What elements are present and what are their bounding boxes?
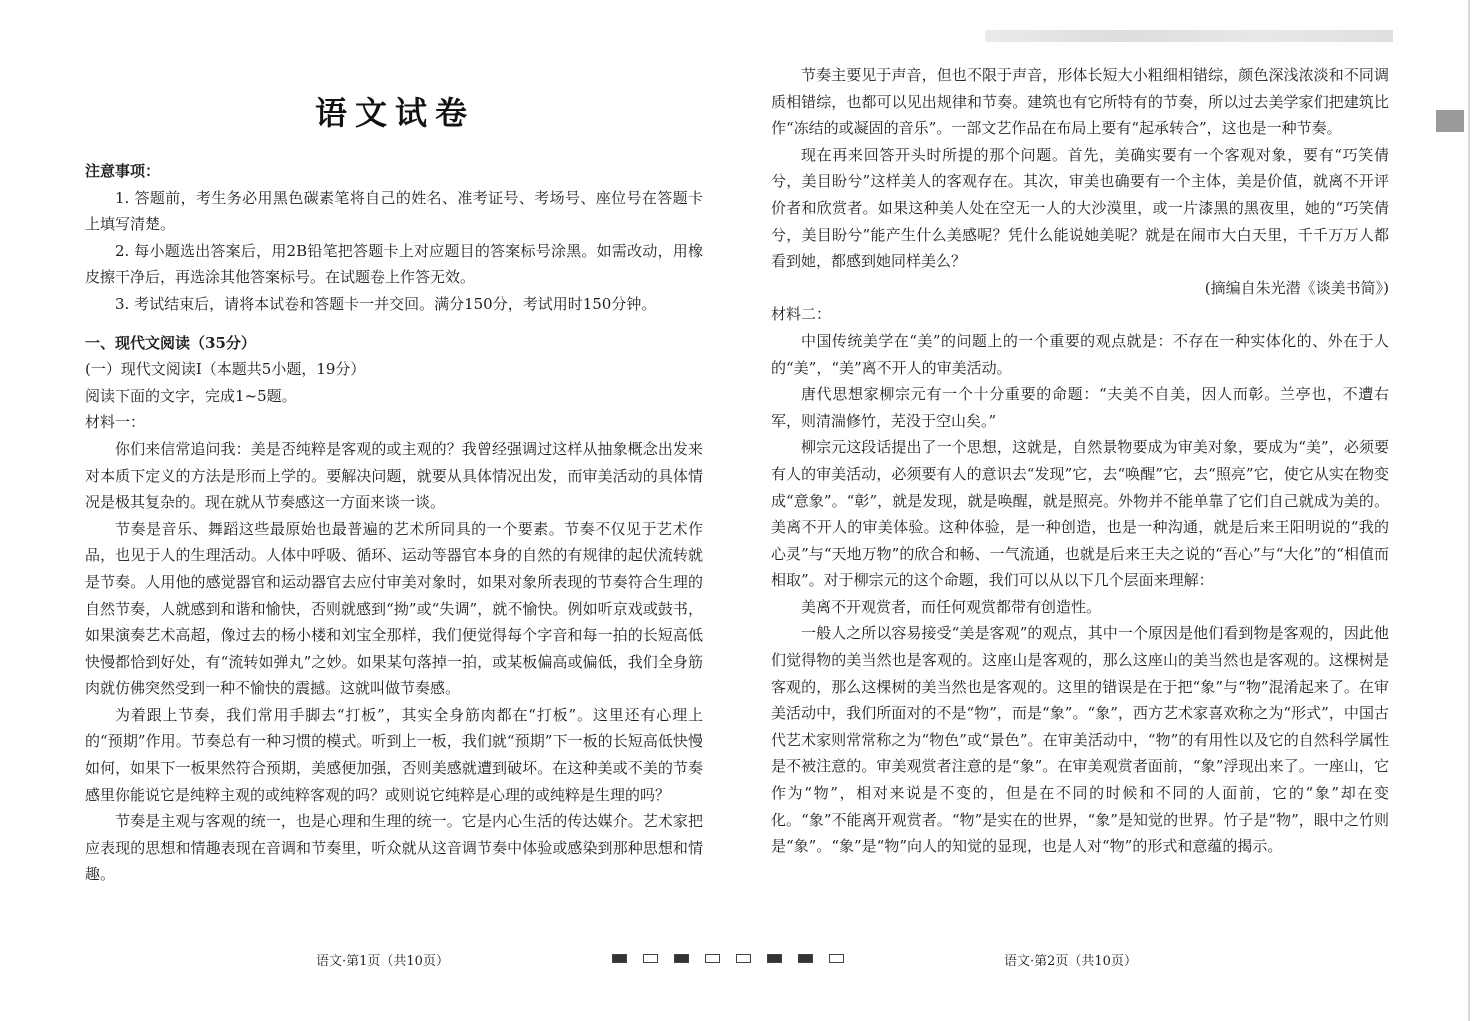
scan-smudge [985,30,1393,42]
registration-mark-hollow [705,954,720,963]
notes-item-1: 1. 答题前，考生务必用黑色碳素笔将自己的姓名、准考证号、考场号、座位号在答题卡上填写清楚。 [85,188,703,234]
instruction-text: 阅读下面的文字，完成1~5题。 [85,386,297,405]
sub-section-heading: (一）现代文阅读Ⅰ（本题共5小题，19分） [85,360,366,379]
registration-mark-hollow [643,954,658,963]
exam-title: 语文试卷 [314,94,475,132]
registration-mark-filled [767,954,782,963]
passage-paragraph: 美离不开观赏者，而任何观赏都带有创造性。 [801,597,1102,616]
passage-paragraph: 唐代思想家柳宗元有一个十分重要的命题：“夫美不自美，因人而彰。兰亭也，不遭右军，则清湍修竹，芜没于空山矣。” [771,385,1389,430]
passage-paragraph: 节奏主要见于声音，但也不限于声音，形体长短大小粗细相错综，颜色深浅浓淡和不同调质相错综，也都可以见出规律和节奏。建筑也有它所特有的节奏，所以过去美学家们把建筑比作“冻结的或凝固的音乐”。一部文艺作品在布局上要有“起承转合”，这也是一种节奏。 [771,66,1389,138]
registration-mark-hollow [736,954,751,963]
registration-mark-filled [798,954,813,963]
page-edge-line [1468,0,1470,1021]
page-edge-tab [1436,110,1464,132]
material2-label: 材料二： [771,305,832,324]
passage-paragraph: 你们来信常追问我：美是否纯粹是客观的或主观的？我曾经强调过这样从抽象概念出发来对本质下定义的方法是形而上学的。要解决问题，就要从具体情况出发，而审美活动的具体情况是极其复杂的。现在就从节奏感这一方面来谈一谈。 [85,439,703,512]
material1-label: 材料一： [85,413,146,432]
registration-mark-filled [674,954,689,963]
notes-item-2: 2. 每小题选出答案后，用2B铅笔把答题卡上对应题目的答案标号涂黑。如需改动，用橡皮擦干净后，再选涂其他答案标号。在试题卷上作答无效。 [85,241,703,287]
passage-paragraph: 一般人之所以容易接受“美是客观”的观点，其中一个原因是他们看到物是客观的，因此他们觉得物的美当然也是客观的。这座山是客观的，那么这座山的美当然也是客观的。这棵树是客观的，那么这棵树的美当然也是客观的。这里的错误是在于把“象”与“物”混淆起来了。在审美活动中，我们所面对的不是“物”，而是“象”。“象”，西方艺术家喜欢称之为“形式”，中国古代艺术家则常常称之为“物色”或“景色”。在审美活动中，“物”的有用性以及它的自然科学属性是不被注意的。审美观赏者注意的是“象”。在审美观赏者面前，“象”浮现出来了。一座山，它作为“物”，相对来说是不变的，但是在不同的时候和不同的人面前，它的“象”却在变化。“象”不能离开观赏者。“物”是实在的世界，“象”是知觉的世界。竹子是“物”，眼中之竹则是“象”。“象”是“物”向人的知觉的显现，也是人对“物”的形式和意蕴的揭示。 [771,624,1389,856]
notes-heading: 注意事项： [85,162,161,180]
left-column [85,158,703,888]
notes-item-3: 3. 考试结束后，请将本试卷和答题卡一并交回。满分150分，考试用时150分钟。 [115,294,657,313]
passage-paragraph: 为着跟上节奏，我们常用手脚去“打板”，其实全身筋肉都在“打板”。这里还有心理上的“预期”作用。节奏总有一种习惯的模式。听到上一板，我们就“预期”下一板的长短高低快慢如何，如果下一板果然符合预期，美感便加强，否则美感就遭到破坏。在这种美或不美的节奏感里你能说它是纯粹主观的或纯粹客观的吗？或则说它纯粹是心理的或纯粹是生理的吗？ [85,705,703,804]
registration-mark-filled [612,954,627,963]
source-citation: (摘编自朱光潜《谈美书简》) [1204,278,1389,297]
passage-paragraph: 节奏是主观与客观的统一，也是心理和生理的统一。它是内心生活的传达媒介。艺术家把应表现的思想和情趣表现在音调和节奏里，听众就从这音调节奏中体验或感染到那种思想和情趣。 [85,812,703,884]
footer-page-2: 语文·第2页（共10页） [1004,954,1137,969]
passage-paragraph: 柳宗元这段话提出了一个思想，这就是，自然景物要成为审美对象，要成为“美”，必须要有人的审美活动，必须要有人的意识去“发现”它，去“唤醒”它，去“照亮”它，使它从实在物变成“意象”。“彰”，就是发现，就是唤醒，就是照亮。外物并不能单靠了它们自己就成为美的。美离不开人的审美体验。这种体验，是一种创造，也是一种沟通，就是后来王阳明说的“我的心灵”与“天地万物”的欣合和畅、一气流通，也就是后来王夫之说的“吾心”与“大化”的“相值而相取”。对于柳宗元的这个命题，我们可以从以下几个层面来理解： [771,438,1389,590]
passage-paragraph: 中国传统美学在“美”的问题上的一个重要的观点就是：不存在一种实体化的、外在于人的“美”，“美”离不开人的审美活动。 [771,331,1389,377]
right-column [771,62,1389,860]
passage-paragraph: 节奏是音乐、舞蹈这些最原始也最普遍的艺术所同具的一个要素。节奏不仅见于艺术作品，也见于人的生理活动。人体中呼吸、循环、运动等器官本身的自然的有规律的起伏流转就是节奏。人用他的感觉器官和运动器官去应付审美对象时，如果对象所表现的节奏符合生理的自然节奏，人就感到和谐和愉快，否则就感到“拗”或“失调”，就不愉快。例如听京戏或鼓书，如果演奏艺术高超，像过去的杨小楼和刘宝全那样，我们便觉得每个字音和每一拍的长短高低快慢都恰到好处，有“流转如弹丸”之妙。如果某句落掉一拍，或某板偏高或偏低，我们全身筋肉就仿佛突然受到一种不愉快的震撼。这就叫做节奏感。 [85,519,703,698]
footer-page-1: 语文·第1页（共10页） [316,954,449,969]
passage-paragraph: 现在再来回答开头时所提的那个问题。首先，美确实要有一个客观对象，要有“巧笑倩兮，美目盼兮”这样美人的客观存在。其次，审美也确要有一个主体，美是价值，就离不开评价者和欣赏者。如果这种美人处在空无一人的大沙漠里，或一片漆黑的黑夜里，她的“巧笑倩兮，美目盼兮”能产生什么美感呢？凭什么能说她美呢？就是在闹市大白天里，千千万万人都看到她，都感到她同样美么？ [771,145,1389,271]
section-heading: 一、现代文阅读（35分） [85,333,256,352]
registration-mark-hollow [829,954,844,963]
